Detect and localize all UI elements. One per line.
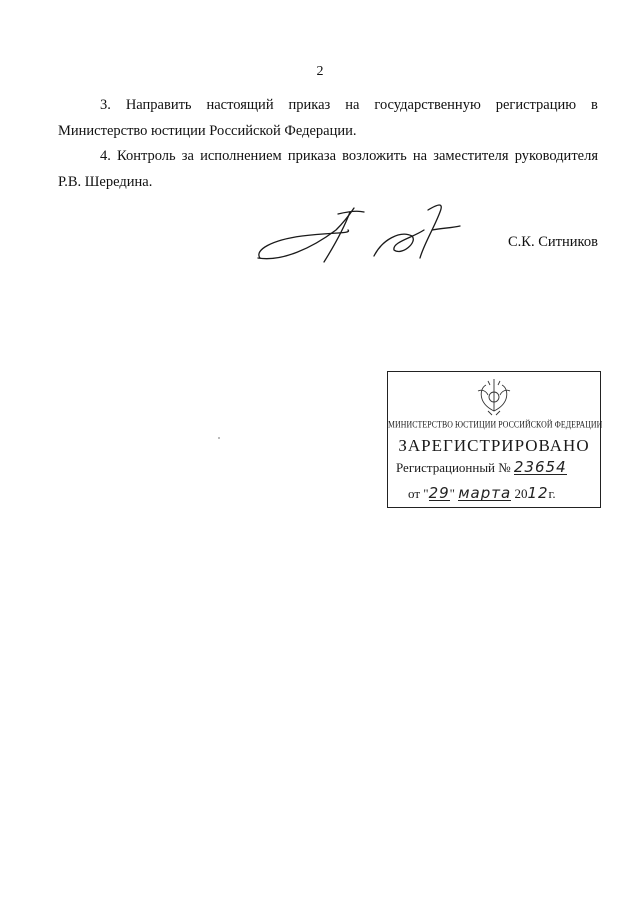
word: приказа — [287, 148, 337, 164]
paragraph-4-line-2: Р.В. Шередина. — [58, 174, 153, 190]
date-year-suffix: 12 — [527, 484, 549, 502]
word: за — [181, 148, 194, 164]
date-year-prefix: 20 — [514, 486, 528, 501]
word: Направить — [125, 97, 192, 113]
stamp-date: от "29" марта 2012г. — [408, 484, 556, 502]
word: регистрацию — [495, 97, 577, 113]
stamp-registration-number — [396, 460, 567, 476]
signer-name: С.К. Ситников — [508, 234, 598, 250]
registration-stamp — [387, 371, 601, 508]
regnum-value: 23654 — [513, 458, 567, 476]
date-suffix: г. — [548, 486, 556, 501]
date-month: марта — [458, 484, 512, 502]
date-prefix: от — [408, 486, 421, 501]
word: настоящий — [206, 97, 274, 113]
word: заместителя — [433, 148, 509, 164]
stamp-registered-label: ЗАРЕГИСТРИРОВАНО — [398, 436, 590, 455]
paragraph-3-line-2: Министерство юстиции Российской Федерации. — [58, 123, 357, 139]
word: руководителя — [514, 148, 598, 164]
handwritten-signature — [252, 200, 464, 272]
date-day: 29 — [428, 484, 450, 502]
word: государственную — [374, 97, 481, 113]
scan-speck — [218, 437, 220, 439]
word: исполнением — [200, 148, 282, 164]
word: на — [412, 148, 428, 164]
regnum-label: Регистрационный № — [396, 460, 511, 475]
word: 4. — [100, 148, 111, 164]
paragraph-3 — [58, 92, 598, 144]
word: 3. — [100, 97, 111, 113]
page-number: 2 — [316, 64, 324, 79]
double-headed-eagle-emblem-icon — [474, 377, 514, 417]
word: приказ — [288, 97, 331, 113]
paragraph-3-line-1 — [58, 92, 598, 118]
word: Контроль — [117, 148, 176, 164]
word: в — [591, 97, 598, 113]
word: на — [345, 97, 360, 113]
stamp-ministry-name: МИНИСТЕРСТВО ЮСТИЦИИ РОССИЙСКОЙ ФЕДЕРАЦИИ — [388, 418, 603, 431]
word: возложить — [342, 148, 407, 164]
paragraph-4 — [58, 143, 598, 195]
paragraph-4-line-1 — [58, 143, 598, 169]
